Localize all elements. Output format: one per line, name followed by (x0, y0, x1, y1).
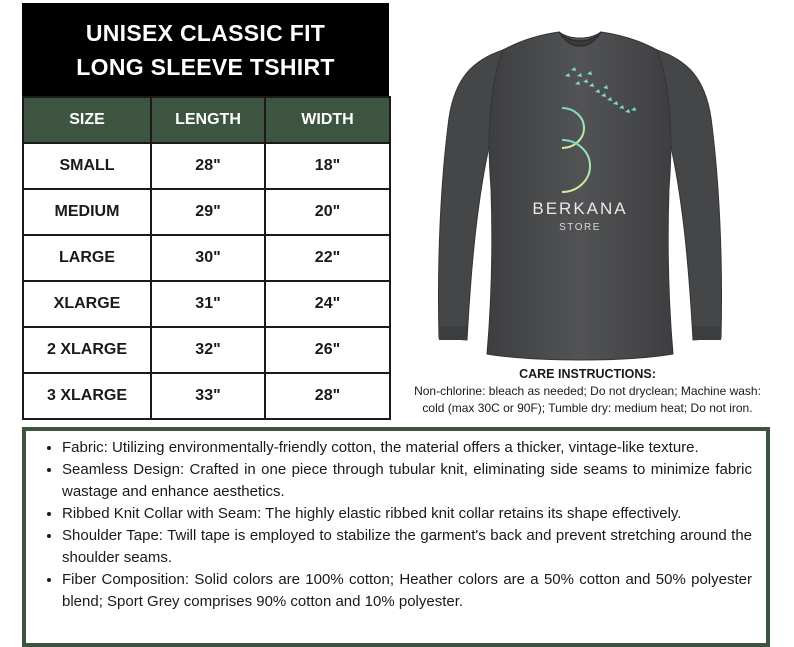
table-row (23, 281, 390, 327)
length-cell: 30" (151, 235, 265, 281)
right-cuff (693, 326, 721, 340)
width-cell: 22" (265, 235, 390, 281)
length-cell: 32" (151, 327, 265, 373)
product-shirt-image (425, 8, 735, 368)
features-list (40, 437, 752, 613)
size-chart-table (22, 96, 391, 420)
brand-sub: STORE (559, 222, 601, 233)
length-cell: 33" (151, 373, 265, 419)
care-line-1: Non-chlorine: bleach as needed; Do not dryclean; Machine wash: (414, 384, 761, 398)
table-header-row (23, 97, 390, 143)
size-cell: SMALL (23, 143, 151, 189)
header-length: LENGTH (151, 97, 265, 143)
header-width: WIDTH (265, 97, 390, 143)
length-cell: 28" (151, 143, 265, 189)
table-row (23, 143, 390, 189)
brand-name: BERKANA (532, 199, 628, 218)
list-item: • Seamless Design: Crafted in one piece through tubular knit, eliminating side seams to minimize fabric wastage and enhance aesthetics. (62, 459, 752, 503)
table-row (23, 373, 390, 419)
width-cell: 28" (265, 373, 390, 419)
width-cell: 20" (265, 189, 390, 235)
list-item: • Shoulder Tape: Twill tape is employed to stabilize the garment's back and prevent stretching around the shoulder seams. (62, 525, 752, 569)
title-line-1: UNISEX CLASSIC FIT (85, 19, 326, 46)
width-cell: 18" (265, 143, 390, 189)
table-row (23, 189, 390, 235)
tshirt-illustration (425, 8, 735, 368)
table-row (23, 327, 390, 373)
chart-title-box (22, 3, 389, 96)
width-cell: 24" (265, 281, 390, 327)
size-cell: LARGE (23, 235, 151, 281)
left-cuff (439, 326, 467, 340)
size-cell: 2 XLARGE (23, 327, 151, 373)
features-box (22, 427, 770, 647)
list-item: • Fabric: Utilizing environmentally-friendly cotton, the material offers a thicker, vintage-like texture. (62, 437, 752, 459)
list-item: • Fiber Composition: Solid colors are 100% cotton; Heather colors are a 50% cotton and 50% polyester blend; Sport Grey comprises 90% cotton and 10% polyester. (62, 569, 752, 613)
length-cell: 31" (151, 281, 265, 327)
shirt-body (487, 32, 673, 360)
table-row (23, 235, 390, 281)
care-line-2: cold (max 30C or 90F); Tumble dry: medium heat; Do not iron. (422, 401, 753, 415)
title-line-2: LONG SLEEVE TSHIRT (76, 53, 335, 80)
list-item: • Ribbed Knit Collar with Seam: The highly elastic ribbed knit collar retains its shape effectively. (62, 503, 752, 525)
size-cell: MEDIUM (23, 189, 151, 235)
header-size: SIZE (23, 97, 151, 143)
care-title: CARE INSTRUCTIONS: (519, 367, 656, 381)
care-instructions (390, 366, 785, 417)
width-cell: 26" (265, 327, 390, 373)
size-cell: XLARGE (23, 281, 151, 327)
length-cell: 29" (151, 189, 265, 235)
size-cell: 3 XLARGE (23, 373, 151, 419)
